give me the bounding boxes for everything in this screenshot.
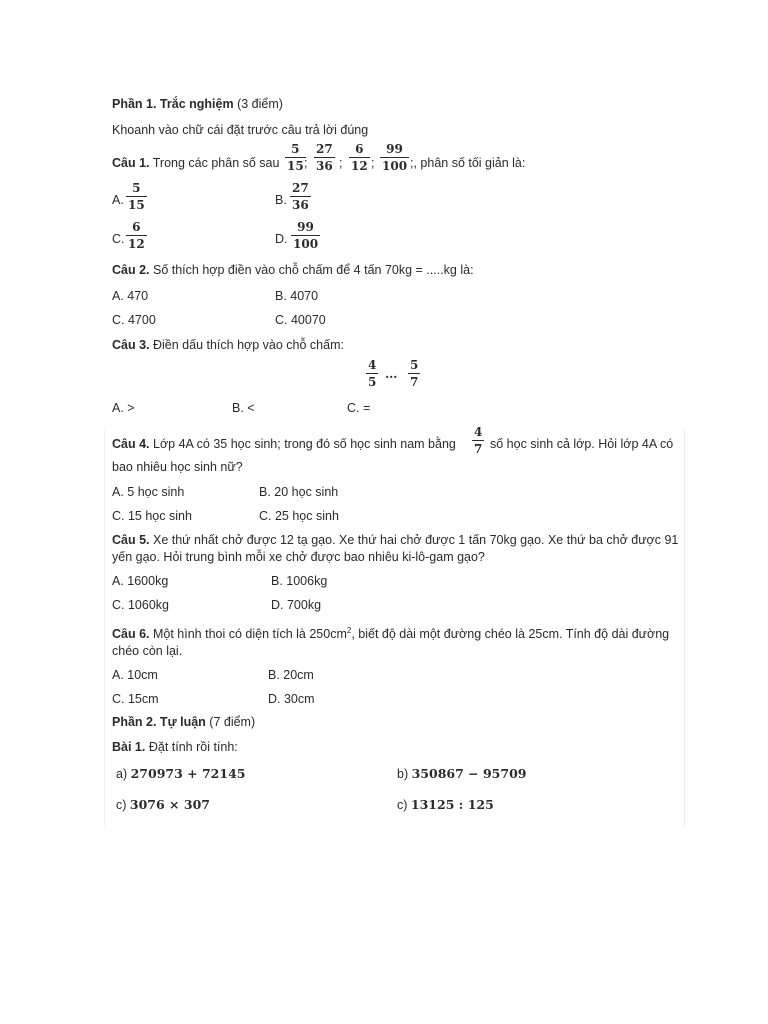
fraction-numerator: 99 [386, 142, 403, 156]
q6-option-c: C. 15cm [112, 692, 159, 706]
part2-heading [112, 714, 255, 730]
fraction-denominator: 12 [351, 159, 368, 173]
fraction-denominator: 5 [368, 375, 377, 389]
q4-text-c: bao nhiêu học sinh nữ? [112, 460, 243, 474]
q1-option-d-fraction [291, 220, 320, 251]
bai1-item-c [116, 797, 210, 813]
q3-left-fraction [366, 358, 378, 389]
q1-option-c-letter: C. [112, 232, 125, 246]
q6-text-b: chéo còn lại. [112, 644, 183, 658]
fraction-denominator: 100 [293, 237, 319, 251]
q4-option-b: B. 20 học sinh [259, 485, 339, 499]
fraction-denominator: 36 [292, 198, 309, 212]
sheet-edge-right [684, 430, 685, 826]
q6-stem-line1 [112, 626, 669, 642]
q2-option-d: C. 40070 [275, 313, 326, 327]
q2-label: Câu 2. [112, 263, 150, 277]
fraction-bar [408, 373, 420, 374]
fraction-denominator: 15 [128, 198, 145, 212]
bai1-item-letter: a) [116, 767, 128, 781]
part2-title: Phần 2. Tự luận [112, 715, 206, 729]
part1-points: (3 điểm) [237, 97, 283, 111]
q1-separator-3: ; [371, 156, 375, 170]
q1-option-c-fraction [126, 220, 147, 251]
q2-text: Số thích hợp điền vào chỗ chấm để 4 tấn 70kg = .....kg là: [153, 263, 474, 277]
q6-option-a: A. 10cm [112, 668, 158, 682]
q4-text-b: số học sinh cả lớp. Hỏi lớp 4A có [490, 437, 674, 451]
q1-tail: ;, phân số tối giản là: [410, 156, 526, 170]
q6-text-a1: Một hình thoi có diện tích là 250cm [153, 627, 347, 641]
q1-separator-1: ; [304, 156, 308, 170]
q1-text: Trong các phân số sau [152, 156, 280, 170]
fraction-bar [349, 157, 370, 158]
fraction-numerator: 6 [355, 142, 364, 156]
fraction-denominator: 36 [316, 159, 333, 173]
q4-option-a: A. 5 học sinh [112, 485, 185, 499]
q6-option-d: D. 30cm [268, 692, 315, 706]
q6-option-b: B. 20cm [268, 668, 314, 682]
q4-stem-line1 [112, 436, 456, 452]
part1-instruction: Khoanh vào chữ cái đặt trước câu trả lời đúng [112, 123, 369, 137]
q5-text-b: yến gạo. Hỏi trung bình mỗi xe chở được bao nhiêu ki-lô-gam gạo? [112, 550, 485, 564]
q1-option-a-fraction [126, 181, 147, 212]
fraction-numerator: 99 [297, 220, 314, 234]
q3-text: Điền dấu thích hợp vào chỗ chấm: [153, 338, 344, 352]
q4-label: Câu 4. [112, 437, 150, 451]
fraction-bar [126, 235, 147, 236]
bai1-item-expression: 270973 + 72145 [130, 766, 246, 781]
fraction-bar [291, 235, 320, 236]
bai1-item-d [397, 797, 494, 813]
fraction-numerator: 5 [291, 142, 300, 156]
q5-stem-line1 [112, 532, 678, 548]
q2-option-b: B. 4070 [275, 289, 319, 303]
q3-option-c: C. = [347, 401, 371, 415]
fraction-numerator: 5 [410, 358, 419, 372]
q5-option-b: B. 1006kg [271, 574, 328, 588]
q4-text-a: Lớp 4A có 35 học sinh; trong đó số học sinh nam bằng [153, 437, 456, 451]
q4-option-c: C. 15 học sinh [112, 509, 192, 523]
fraction-bar [285, 157, 306, 158]
fraction-bar [380, 157, 409, 158]
bai1-item-letter: b) [397, 767, 409, 781]
fraction-numerator: 6 [132, 220, 141, 234]
bai1-item-letter: c) [397, 798, 408, 812]
q6-label: Câu 6. [112, 627, 150, 641]
fraction-bar [366, 373, 378, 374]
q1-option-a-letter: A. [112, 193, 124, 207]
q5-label: Câu 5. [112, 533, 150, 547]
q2-option-a: A. 470 [112, 289, 149, 303]
fraction-denominator: 12 [128, 237, 145, 251]
fraction-bar [314, 157, 335, 158]
q3-option-a: A. > [112, 401, 135, 415]
part1-heading [112, 96, 283, 112]
fraction-numerator: 27 [292, 181, 309, 195]
q5-option-d: D. 700kg [271, 598, 322, 612]
q1-stem [112, 155, 279, 171]
fraction-numerator: 5 [132, 181, 141, 195]
fraction-denominator: 7 [410, 375, 419, 389]
q3-label: Câu 3. [112, 338, 150, 352]
q1-fraction-1 [285, 142, 306, 173]
bai1-item-b [397, 766, 526, 782]
bai1-stem [112, 739, 238, 755]
q1-separator-2: ; [339, 156, 343, 170]
q1-option-d-letter: D. [275, 232, 288, 246]
q3-option-b: B. < [232, 401, 255, 415]
q4-fraction [472, 425, 484, 456]
q1-fraction-2 [314, 142, 335, 173]
q5-option-c: C. 1060kg [112, 598, 169, 612]
bai1-text: Đặt tính rồi tính: [148, 740, 238, 754]
fraction-denominator: 7 [474, 442, 483, 456]
fraction-bar [126, 196, 147, 197]
q4-option-d: C. 25 học sinh [259, 509, 339, 523]
q5-option-a: A. 1600kg [112, 574, 169, 588]
fraction-denominator: 100 [382, 159, 408, 173]
q3-right-fraction [408, 358, 420, 389]
bai1-item-expression: 13125 : 125 [410, 797, 494, 812]
fraction-numerator: 27 [316, 142, 333, 156]
bai1-label: Bài 1. [112, 740, 146, 754]
fraction-denominator: 15 [287, 159, 304, 173]
bai1-item-expression: 350867 − 95709 [411, 766, 527, 781]
fraction-numerator: 4 [368, 358, 377, 372]
fraction-bar [472, 440, 484, 441]
part1-title: Phần 1. Trắc nghiệm [112, 97, 234, 111]
q2-stem [112, 262, 474, 278]
q1-fraction-3 [349, 142, 370, 173]
q3-stem [112, 337, 344, 353]
bai1-item-a [116, 766, 245, 782]
q6-superscript: 2 [346, 625, 352, 635]
fraction-numerator: 4 [474, 425, 483, 439]
fraction-bar [290, 196, 311, 197]
q1-fraction-4 [380, 142, 409, 173]
q3-dots: … [385, 366, 398, 381]
sheet-edge-left [104, 430, 105, 826]
q1-label: Câu 1. [112, 156, 150, 170]
q1-option-b-letter: B. [275, 193, 287, 207]
q6-text-a2: , biết độ dài một đường chéo là 25cm. Tính độ dài đường [351, 627, 670, 641]
q1-option-b-fraction [290, 181, 311, 212]
bai1-item-expression: 3076 × 307 [129, 797, 210, 812]
part2-points: (7 điểm) [209, 715, 256, 729]
q5-text-a: Xe thứ nhất chở được 12 tạ gạo. Xe thứ hai chở được 1 tấn 70kg gạo. Xe thứ ba chở được 91 [153, 533, 679, 547]
q2-option-c: C. 4700 [112, 313, 156, 327]
bai1-item-letter: c) [116, 798, 127, 812]
